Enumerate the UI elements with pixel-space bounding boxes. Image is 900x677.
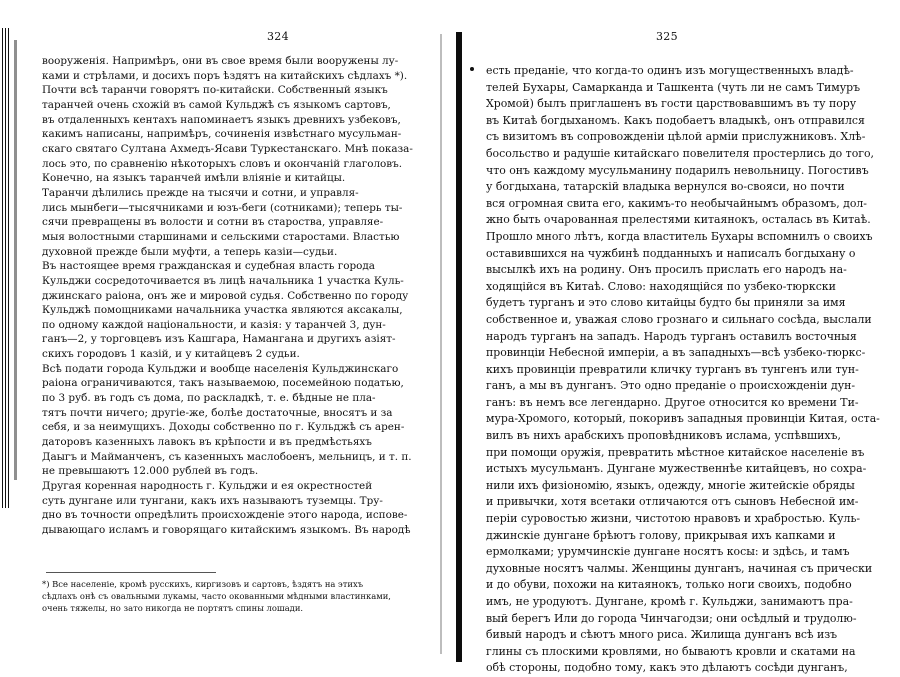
text-line: вый берегъ Или до города Чинчагодзи; они осѣдлый и трудолю- (486, 611, 857, 625)
text-line: жно быть очарованная прелестями китаянокъ, осталась въ Китаѣ. (486, 213, 871, 227)
text-line: Таранчи дѣлились прежде на тысячи и сотни, и управля- (42, 186, 359, 199)
book-gutter (456, 32, 462, 662)
text-line: что онъ каждому мусульманину подарилъ невольницу. Погостивъ (486, 163, 869, 177)
text-line: духовной прежде были муфти, а теперь казіи—судьи. (42, 245, 338, 258)
text-line: обѣ стороны, подобно тому, какъ это дѣлаютъ сосѣди дунганъ, (486, 661, 848, 675)
text-line: ганъ, а мы въ дунганъ. Это одно преданіе о происхожденіи дун- (486, 379, 856, 393)
text-line: себя, и за неимущихъ. Доходы собственно по г. Кульджѣ съ арен- (42, 421, 405, 434)
text-line: Прошло много лѣтъ, когда властитель Бухары вспомнилъ о своихъ (486, 229, 873, 243)
text-line: у богдыхана, татарскій владыка вернулся во-свояси, но почти (486, 180, 845, 194)
text-line: вилъ въ нихъ арабскихъ проповѣдниковъ ислама, успѣвшихъ, (486, 429, 841, 443)
text-line: имъ, не уродуютъ. Дунгане, кромѣ г. Кульджи, занимаютъ пра- (486, 595, 853, 608)
text-line: и до обуви, похожи на китаянокъ, только ноги своихъ, подобно (486, 578, 852, 592)
page-body (486, 63, 888, 677)
text-line: будетъ турганъ и это слово китайцы будто бы приняли за имя (486, 296, 846, 310)
text-line: лось это, по сравненію нѣкоторыхъ словъ и окончаній глаголовъ. (42, 157, 403, 170)
text-line: даторовъ казенныхъ лавокъ въ крѣпости и въ предмѣстьяхъ (42, 436, 372, 449)
text-line: ганъ: въ немъ все легендарно. Другое относится ко времени Ти- (486, 395, 859, 409)
text-line: тятъ почти ничего; другіе-же, болѣе достаточные, вносятъ и за (42, 406, 393, 419)
text-line: народъ турганъ на западъ. Народъ турганъ оставилъ восточныя (486, 329, 857, 343)
text-line: ермолками; урумчинскіе дунгане носятъ косы: и здѣсь, и тамъ (486, 545, 850, 559)
footnote-rule (46, 572, 216, 573)
text-line: джинскаго раіона, онъ же и мировой судья. Собственно по городу (42, 289, 409, 302)
text-line: джинскіе дунгане брѣютъ голову, прикрывая ихъ капками и (486, 528, 836, 542)
text-line: Почти всѣ таранчи говорятъ по-китайски. Собственный языкъ (42, 84, 388, 97)
text-line: не превышаютъ 12.000 рублей въ годъ. (42, 465, 259, 478)
page-number: 325 (656, 30, 678, 43)
text-line: ками и стрѣлами, и досихъ поръ ѣздятъ на китайскихъ сѣдлахъ *). (42, 69, 408, 82)
text-line: бивый народъ и сѣютъ много риса. Жилища дунганъ всѣ изъ (486, 628, 838, 642)
text-line: дно въ точности опредѣлить происхожденіе этого народа, испове- (42, 509, 408, 522)
scan-edge-shadow (14, 40, 17, 480)
text-line: и привычки, хотя всетаки отличаются отъ сыновъ Небесной им- (486, 495, 859, 509)
page-number: 324 (267, 30, 289, 43)
text-line: дывающаго исламъ и говорящаго китайскимъ языкомъ. Въ народѣ (42, 524, 411, 536)
text-line: съ визитомъ въ сопровожденіи цѣлой арміи прислужниковъ. Хлѣ- (486, 130, 866, 144)
text-line: вся огромная свита его, какимъ-то необычайнымъ образомъ, дол- (486, 196, 867, 210)
text-line: нили ихъ физіономію, языкъ, одежду, многіе житейскіе обряды (486, 478, 855, 492)
text-line: періи суровостью жизни, чистотою нравовъ и храбростью. Куль- (486, 512, 861, 526)
scan-edge-artifact (2, 28, 10, 508)
text-line: собственное и, уважая слово грознаго и сильнаго сосѣда, выслали (486, 312, 872, 326)
text-line: въ Китаѣ богдыханомъ. Какъ подобаетъ владыкѣ, онъ отправился (486, 113, 865, 127)
text-line: вооруженія. Напримѣръ, они въ свое время были вооружены лу- (42, 55, 399, 67)
text-line: босольство и радушіе китайскаго повелителя простерлись до того, (486, 146, 874, 160)
text-line: при помощи оружія, превратить мѣстное китайское населеніе въ (486, 445, 865, 459)
text-line: кихъ провинціи превратили кличку турганъ въ тунгенъ или тун- (486, 362, 859, 376)
text-line: ходящійся въ Китаѣ. Слово: находящійся по узбеко-тюркски (486, 279, 836, 293)
text-line: Кульджи сосредоточивается въ лицѣ начальника 1 участка Куль- (42, 274, 404, 287)
text-line: высылкѣ ихъ на родину. Онъ просилъ прислать его народъ на- (486, 263, 847, 277)
text-line: Конечно, на языкъ таранчей имѣли вліяніе и китайцы. (42, 172, 346, 185)
text-line: телей Бухары, Самарканда и Ташкента (чуть ли не самъ Тимуръ (486, 80, 861, 94)
text-line: мыя волостными старшинами и сельскими старостами. Властью (42, 230, 400, 243)
footnote-line: *) Все населеніе, кромѣ русскихъ, киргизовъ и сартовъ, ѣздятъ на этихъ (42, 579, 364, 589)
text-line: суть дунгане или тунгани, какъ ихъ называютъ туземцы. Тру- (42, 494, 383, 507)
text-line: скихъ городовъ 1 казій, и у китайцевъ 2 судьи. (42, 348, 300, 361)
footnote-line: очень тяжелы, но зато никогда не портятъ спины лошади. (42, 603, 304, 613)
text-line: Хромой) былъ приглашенъ въ гости царствовавшимъ въ ту пору (486, 97, 857, 111)
text-line: въ отдаленныхъ кентахъ напоминаетъ языкъ древнихъ узбековъ, (42, 113, 401, 126)
text-line: какимъ написаны, напримѣръ, сочиненія извѣстнаго мусульман- (42, 128, 402, 141)
text-line: скаго святаго Султана Ахмедъ-Ясави Туркестанскаго. Мнѣ показа- (42, 142, 413, 155)
text-line: лись мынбеги—тысячниками и юзъ-беги (сотниками); теперь ты- (42, 201, 403, 214)
text-line: провинціи Небесной имперіи, а въ западныхъ—всѣ узбеко-тюркс- (486, 346, 866, 360)
text-line: духовные носятъ чалмы. Женщины дунганъ, начиная съ прически (486, 561, 873, 575)
footnote-line: сѣдлахъ онѣ съ овальными лукамы, часто окованными мѣдными властинками, (42, 591, 391, 601)
text-line: есть преданіе, что когда-то одинъ изъ могущественныхъ владѣ- (486, 64, 854, 77)
text-line: сячи превращены въ волости и сотни въ староства, управляе- (42, 216, 384, 229)
text-line: Въ настоящее время гражданская и судебная власть города (42, 260, 375, 273)
text-line: по одному каждой національности, и казія: у таранчей 3, дун- (42, 318, 386, 331)
text-line: истыхъ мусульманъ. Дунгане мужественнѣе китайцевъ, но сохра- (486, 462, 867, 476)
text-line: по 3 руб. въ годъ съ дома, по раскладкѣ, т. е. бѣдные не пла- (42, 392, 376, 405)
text-line: Кульджѣ помощниками начальника участка являются аксакалы, (42, 304, 403, 317)
text-line: Даыгъ и Майманченъ, съ казенныхъ маслобоенъ, мельницъ, и т. п. (42, 450, 412, 463)
footnote (42, 578, 430, 614)
text-line: мура-Хромого, который, покоривъ западныя провинціи Китая, оста- (486, 412, 880, 426)
text-line: Другая коренная народность г. Кульджи и ея окрестностей (42, 480, 373, 493)
gutter-shadow (440, 34, 442, 654)
ink-spot (470, 67, 474, 71)
text-line: ганъ—2, у торговцевъ изъ Кашгара, Намангана и другихъ азіят- (42, 333, 396, 346)
text-line: оставившихся на чужбинѣ подданныхъ и написалъ богдыхану о (486, 246, 856, 260)
text-line: таранчей очень схожій въ самой Кульджѣ съ языкомъ сартовъ, (42, 98, 391, 111)
text-line: глины съ плоскими кровлями, но бываютъ кровли и скатами на (486, 644, 856, 658)
text-line: раіона ограничиваются, такъ называемою, посемейною податью, (42, 377, 404, 390)
text-line: Всѣ подати города Кульджи и вообще населенія Кульджинскаго (42, 362, 399, 375)
page-body (42, 54, 430, 538)
